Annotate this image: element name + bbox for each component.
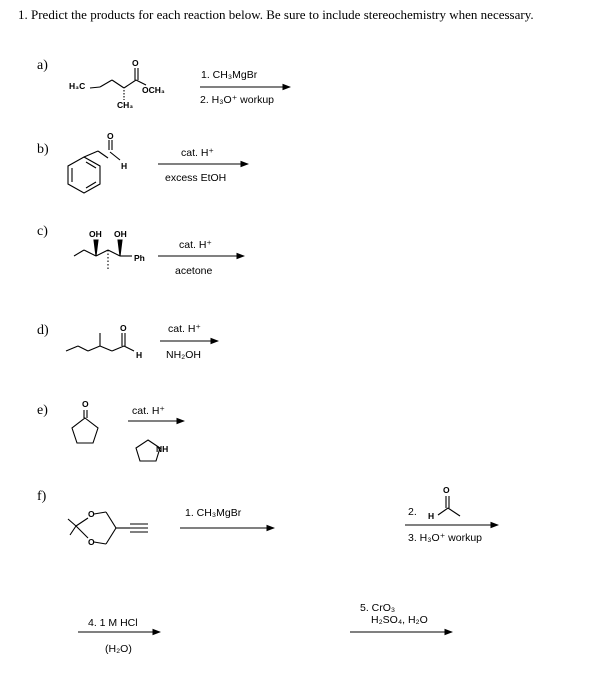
molecule-a (90, 68, 146, 100)
atom-b-o: O (107, 131, 114, 141)
atom-d-h: H (136, 350, 143, 360)
cond-a-step1: 1. CH₃MgBr (201, 69, 258, 81)
cond-e-step1: cat. H⁺ (132, 405, 165, 417)
cond-b-step1: cat. H⁺ (181, 147, 214, 159)
cond-d-step1: cat. H⁺ (168, 323, 201, 335)
label-b: b) (37, 142, 49, 157)
cond-f-step5: 5. CrO₃ (360, 602, 396, 614)
cond-f-step3: 3. H₃O⁺ workup (408, 532, 483, 544)
cond-c-step1: cat. H⁺ (179, 239, 212, 251)
atom-c-oh2: OH (114, 229, 127, 239)
atom-f-o2: O (88, 537, 95, 547)
label-d: d) (37, 323, 49, 338)
atom-a-o: O (132, 58, 139, 68)
atom-e-nh: NH (156, 444, 169, 454)
molecule-c (74, 240, 132, 270)
molecule-e (72, 410, 160, 461)
atom-c-ph: Ph (134, 253, 145, 263)
cond-f-step2-prefix: 2. (408, 506, 417, 518)
atom-a-ch3: CH₃ (117, 100, 134, 110)
cond-c-step2: acetone (175, 265, 213, 277)
atom-f-o1: O (88, 509, 95, 519)
cond-a-step2: 2. H₃O⁺ workup (200, 94, 275, 106)
atom-e-o: O (82, 399, 89, 409)
atom-f-ald-o: O (443, 485, 450, 495)
atom-c-oh1: OH (89, 229, 102, 239)
label-f: f) (37, 489, 47, 504)
label-a: a) (37, 58, 48, 73)
atom-b-h: H (121, 161, 128, 171)
question-text: 1. Predict the products for each reaction below. Be sure to include stereochemistry when necessary. (18, 7, 534, 22)
molecule-b (68, 140, 120, 193)
label-e: e) (37, 403, 48, 418)
acetaldehyde-f (438, 496, 460, 516)
cond-f-step1: 1. CH₃MgBr (185, 507, 242, 519)
molecule-f (68, 512, 148, 544)
cond-f-step4: 4. 1 M HCl (88, 617, 138, 629)
label-c: c) (37, 224, 48, 239)
cond-d-step2: NH₂OH (166, 349, 201, 361)
cond-f-step5b: H₂SO₄, H₂O (371, 614, 428, 626)
cond-b-step2: excess EtOH (165, 172, 227, 184)
molecule-d (66, 333, 134, 351)
atom-f-ald-h: H (428, 511, 435, 521)
cond-f-step4b: (H₂O) (105, 643, 132, 655)
atom-d-o: O (120, 323, 127, 333)
atom-a-och3: OCH₃ (142, 85, 165, 95)
atom-a-h3c: H₃C (69, 81, 86, 91)
